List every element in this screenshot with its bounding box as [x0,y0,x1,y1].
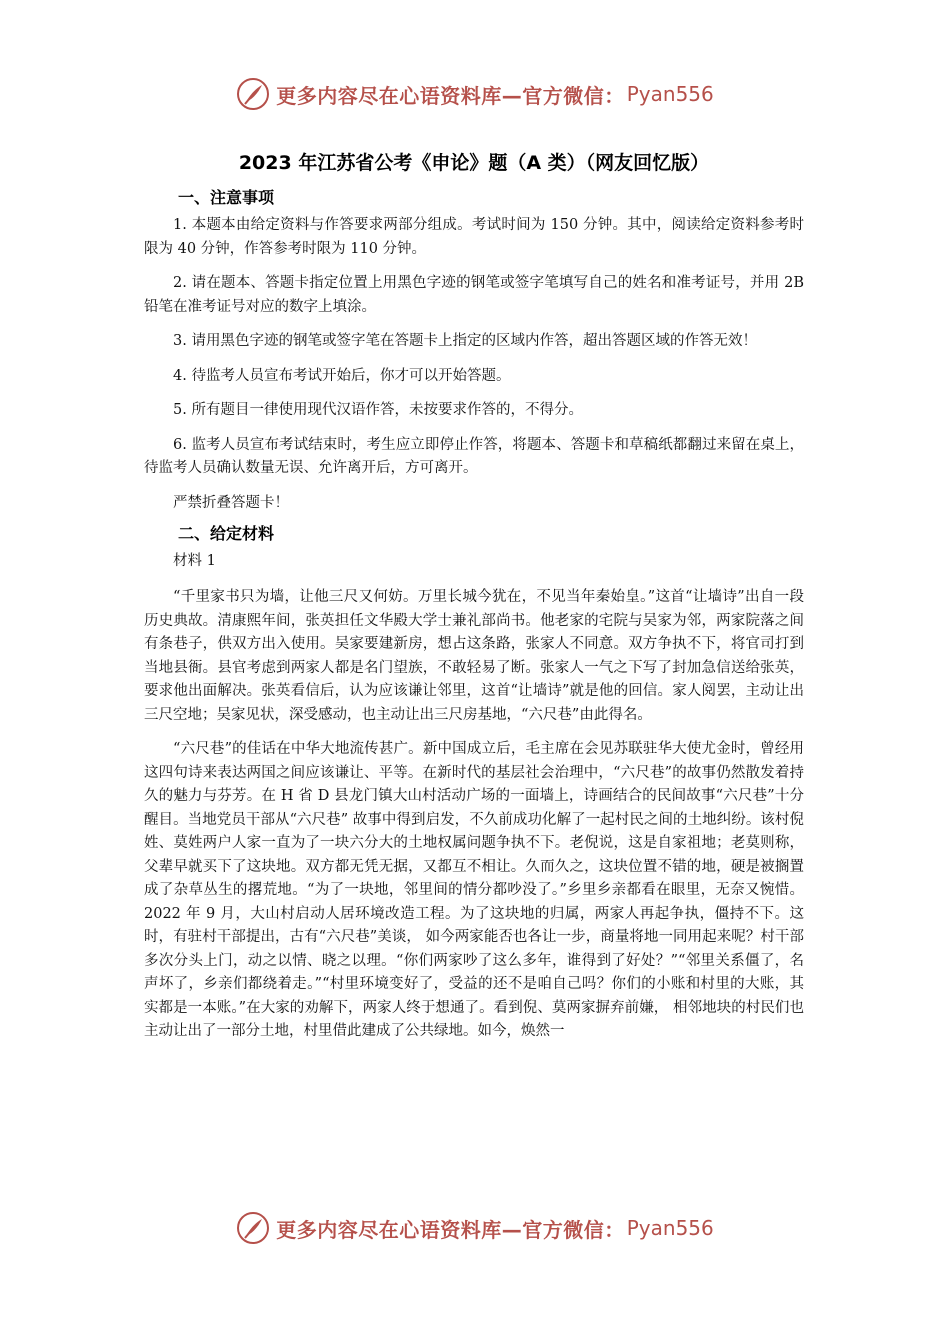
material-paragraph: “千里家书只为墙，让他三尺又何妨。万里长城今犹在，不见当年秦始皇。”这首“让墙诗”出自一段历史典故。清康熙年间，张英担任文华殿大学士兼礼部尚书。他老家的宅院与吴家为邻，两家院落之间有条巷子，供双方出入使用。吴家要建新房，想占这条路，张家人不同意。双方争执不下，将官司打到当地县衙。县官考虑到两家人都是名门望族，不敢轻易了断。张家人一气之下写了封加急信送给张英，要求他出面解决。张英看信后，认为应该谦让邻里，这首“让墙诗”就是他的回信。家人阅罢，主动让出三尺空地；吴家见状，深受感动，也主动让出三尺房基地，“六尺巷”由此得名。 [144,589,804,723]
feather-pen-logo-icon [236,1211,270,1245]
document-title: 2023 年江苏省公考《申论》题（A 类）（网友回忆版） [238,152,710,174]
footer-watermark-banner [0,1206,950,1250]
material-paragraph: “六尺巷”的佳话在中华大地流传甚广。新中国成立后，毛主席在会见苏联驻华大使尤金时，曾经用这四句诗来表达两国之间应该谦让、平等。在新时代的基层社会治理中，“六尺巷”的故事仍然散发着持久的魅力与芬芳。在 H 省 D 县龙门镇大山村活动广场的一面墙上，诗画结合的民间故事“六尺巷”十分醒目。当地党员干部从“六尺巷” 故事中得到启发，不久前成功化解了一起村民之间的土地纠纷。该村倪姓、莫姓两户人家一直为了一块六分大的土地权属问题争执不下。老倪说，这是自家祖地；老莫则称， 父辈早就买下了这块地。双方都无凭无据，又都互不相让。久而久之，这块位置不错的地，硬是被搁置成了杂草丛生的撂荒地。“为了一块地，邻里间的情分都吵没了。”乡里乡亲都看在眼里，无奈又惋惜。2022 年 9 月，大山村启动人居环境改造工程。为了这块地的归属，两家人再起争执，僵持不下。这时，有驻村干部提出，古有“六尺巷”美谈， 如今两家能否也各让一步，商量将地一同用起来呢？村干部多次分头上门，动之以情、晓之以理。“你们两家吵了这么多年，谁得到了好处？”“邻里关系僵了，名声坏了，乡亲们都绕着走。”“村里环境变好了，受益的还不是咱自己吗？你们的小账和村里的大账，其实都是一本账。”在大家的劝解下，两家人终于想通了。看到倪、莫两家摒弃前嫌， 相邻地块的村民们也主动让出了一部分土地，村里借此建成了公共绿地。如今，焕然一 [144,741,804,1039]
warning-text: 严禁折叠答题卡！ [173,494,289,511]
note-item: 2. 请在题本、答题卡指定位置上用黑色字迹的钢笔或签字笔填写自己的姓名和准考证号，并用 2B 铅笔在准考证号对应的数字上填涂。 [144,275,804,315]
document-body [144,140,804,1055]
section-heading-materials: 二、给定材料 [178,524,275,543]
header-watermark-banner [0,72,950,116]
feather-pen-logo-icon [236,77,270,111]
note-item: 3. 请用黑色字迹的钢笔或签字笔在答题卡上指定的区域内作答，超出答题区域的作答无效！ [173,333,757,349]
note-item: 4. 待监考人员宣布考试开始后，你才可以开始答题。 [173,367,511,384]
watermark-contact: Pyan556 [626,1216,714,1240]
watermark-text: 更多内容尽在心语资料库—官方微信： [276,83,625,108]
note-item: 1. 本题本由给定资料与作答要求两部分组成。考试时间为 150 分钟。其中，阅读给定资料参考时限为 40 分钟，作答参考时限为 110 分钟。 [144,217,804,257]
section-heading-notes: 一、注意事项 [178,188,275,207]
watermark-text: 更多内容尽在心语资料库—官方微信： [276,1217,625,1242]
watermark-contact: Pyan556 [626,82,714,106]
material-label: 材料 1 [173,553,216,569]
note-item: 6. 监考人员宣布考试结束时，考生应立即停止作答，将题本、答题卡和草稿纸都翻过来留在桌上，待监考人员确认数量无误、允许离开后，方可离开。 [144,436,804,476]
note-item: 5. 所有题目一律使用现代汉语作答，未按要求作答的，不得分。 [173,402,583,418]
